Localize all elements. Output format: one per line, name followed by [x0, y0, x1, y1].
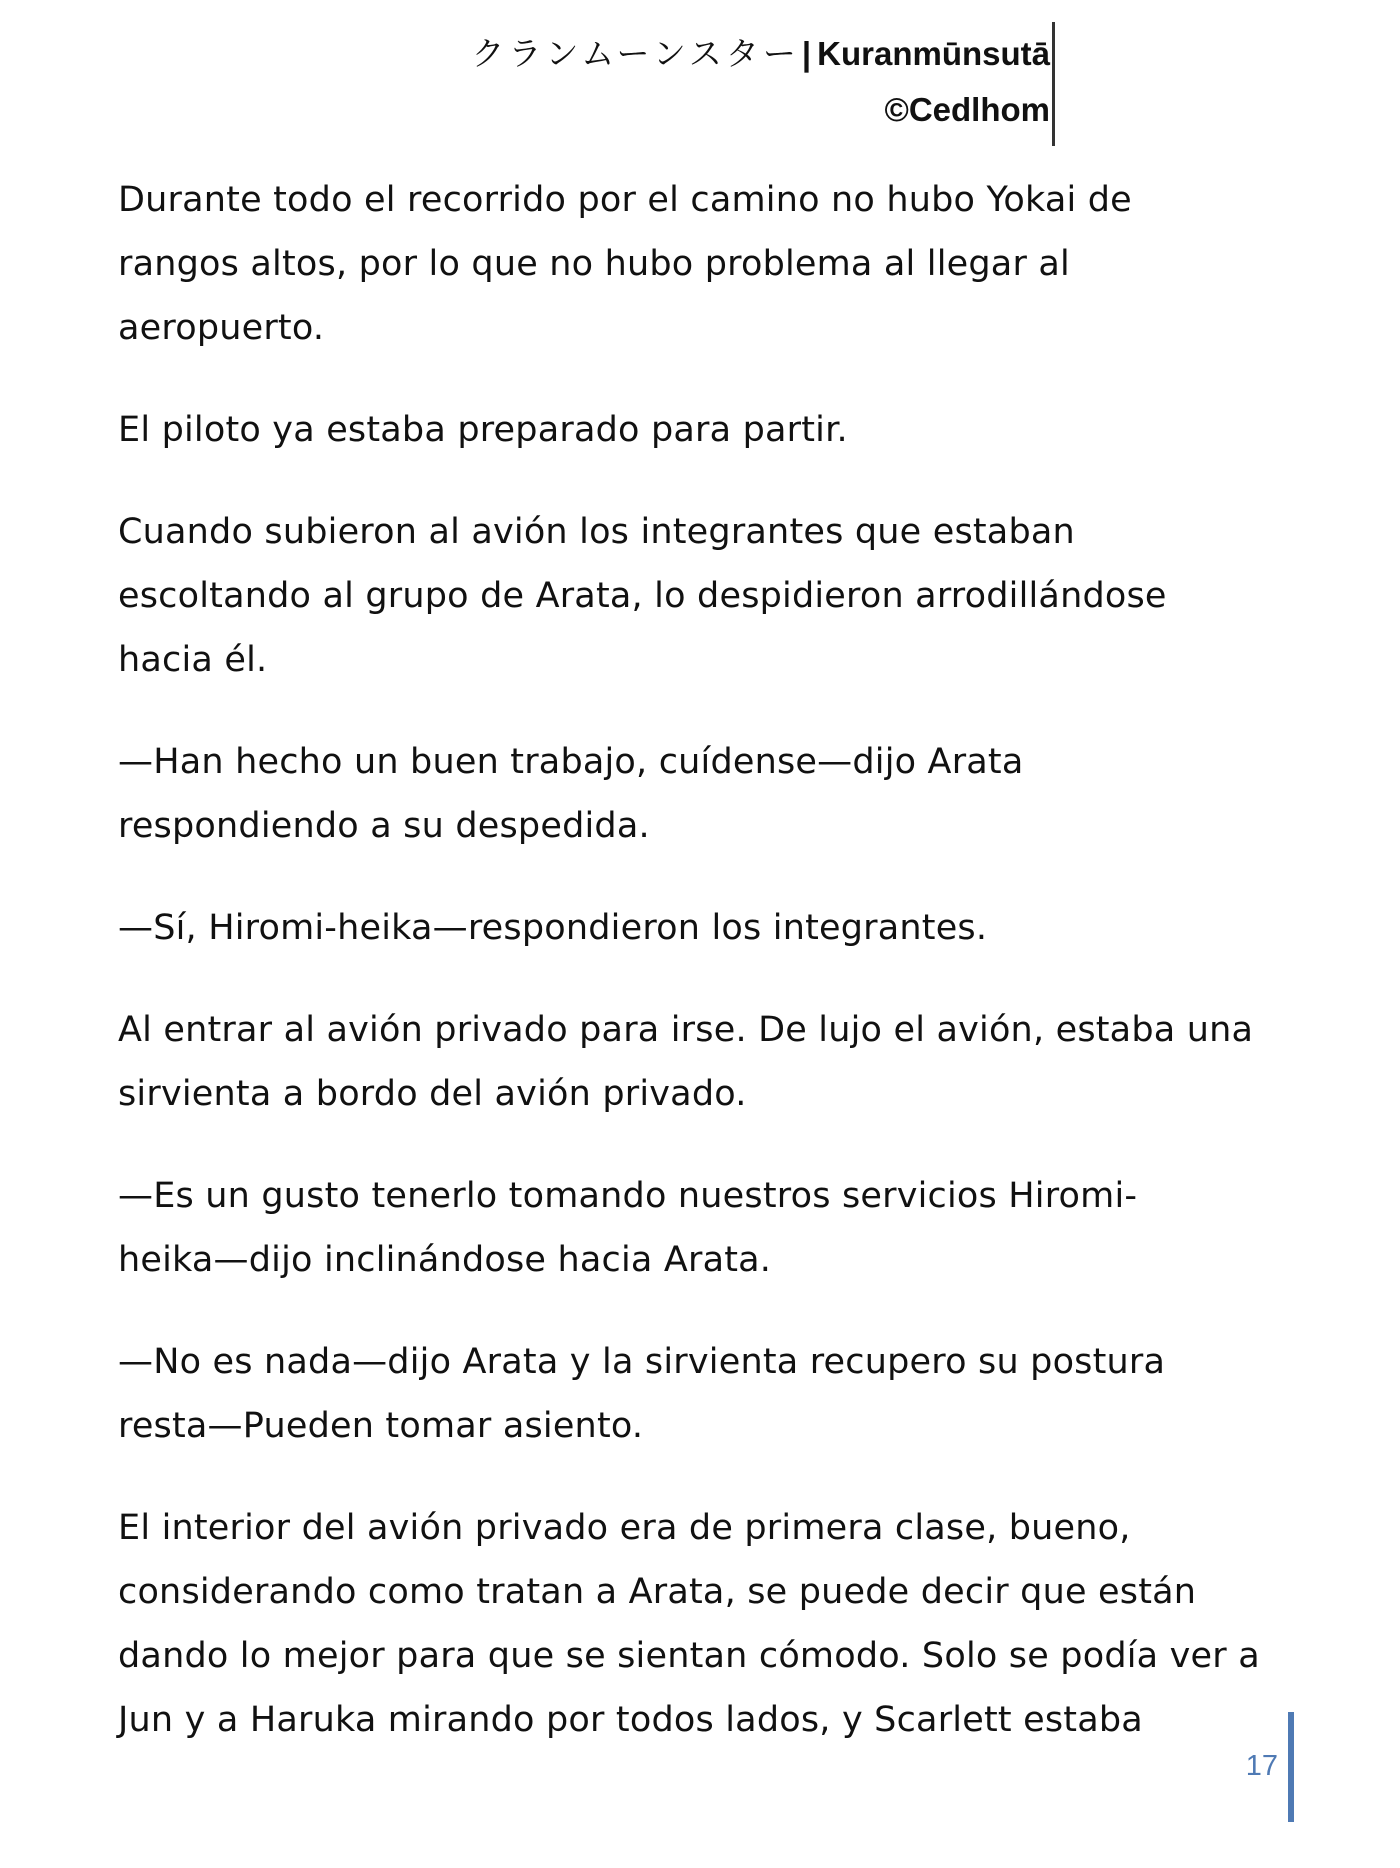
romaji-title: Kuranmūnsutā: [817, 35, 1050, 72]
page-body: [118, 168, 1348, 1790]
page-header: [472, 26, 1050, 138]
paragraph: Al entrar al avión privado para irse. De lujo el avión, estaba una sirvienta a bordo del avión privado.: [118, 1010, 1254, 1114]
dialogue-paragraph: —Sí, Hiromi-heika—respondieron los integrantes.: [118, 908, 988, 948]
header-separator: |: [801, 35, 812, 72]
copyright-notice: ©Cedlhom: [884, 91, 1050, 128]
paragraph: Durante todo el recorrido por el camino no hubo Yokai de rangos altos, por lo que no hubo problema al llegar al aeropuerto.: [118, 180, 1132, 348]
dialogue-paragraph: —Es un gusto tenerlo tomando nuestros servicios Hiromi- heika—dijo inclinándose hacia Arata.: [118, 1176, 1138, 1280]
dialogue-paragraph: —No es nada—dijo Arata y la sirvienta recupero su postura resta—Pueden tomar asiento.: [118, 1342, 1166, 1446]
japanese-title: クランムーンスター: [471, 34, 800, 73]
paragraph: El interior del avión privado era de primera clase, bueno, considerando como tratan a Arata, se puede decir que están dando lo mejor para que se sientan cómodo. Solo se podía ver a Jun y a Haruka mirando por todos lados, y Scarlett estaba: [118, 1508, 1260, 1740]
page-number: 17: [1245, 1750, 1278, 1782]
paragraph: El piloto ya estaba preparado para partir.: [118, 410, 848, 450]
header-title-line: [472, 26, 1050, 82]
page-number-rule: [1288, 1712, 1294, 1822]
header-divider: [1052, 22, 1055, 146]
dialogue-paragraph: —Han hecho un buen trabajo, cuídense—dijo Arata respondiendo a su despedida.: [118, 742, 1024, 846]
paragraph: Cuando subieron al avión los integrantes que estaban escoltando al grupo de Arata, lo despidieron arrodillándose hacia él.: [118, 512, 1167, 680]
